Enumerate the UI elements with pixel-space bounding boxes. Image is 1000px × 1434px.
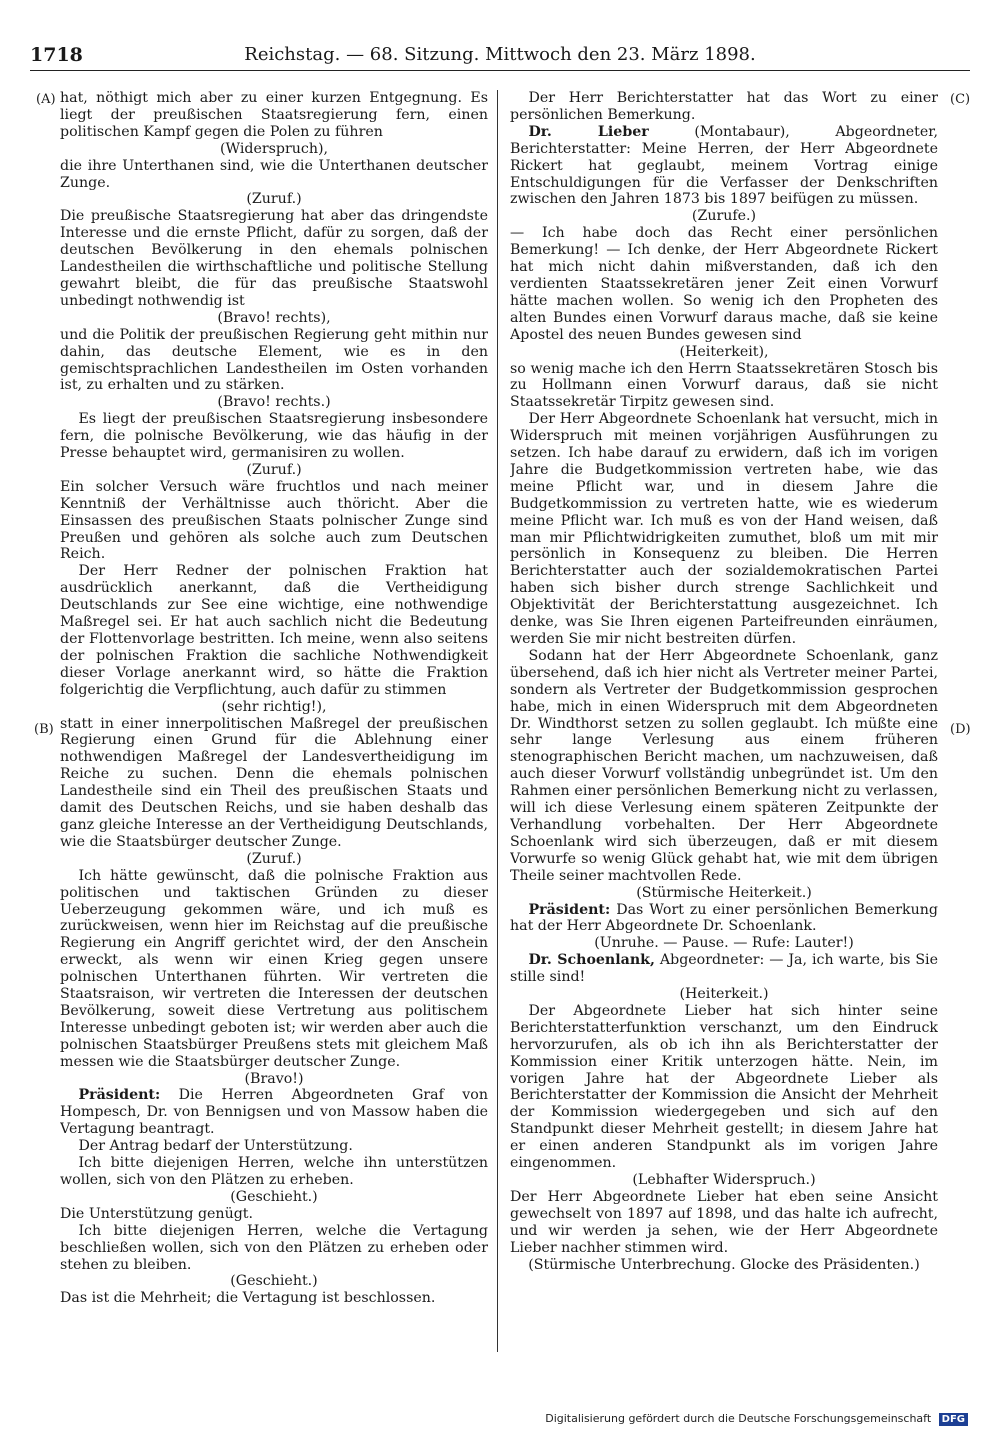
page-header — [30, 40, 970, 71]
paragraph-text: Der Herr Berichterstatter hat das Wort zu einer persönlichen Bemerkung. — [510, 90, 938, 123]
interjection — [60, 1273, 488, 1290]
paragraph-text: Das Wort zu einer persönlichen Bemerkung hat der Herr Abgeordnete Dr. Schoenlank. — [510, 901, 938, 935]
paragraph-text: (Heiterkeit.) — [679, 986, 769, 1003]
interjection — [510, 344, 938, 361]
interjection — [60, 699, 488, 716]
paragraph-text: — Ich habe doch das Recht einer persönlichen Bemerkung! — Ich denke, der Herr Abgeordnete Rickert hat mich nicht dahin mißverstanden, daß ich den verdienten Staatssekretären jener Zeit einen Vorwurf hätte machen wollen. So wenig ich den Propheten des alten Bundes einen Vorwurf daraus mache, daß sie keine Apostel des neuen Bundes gewesen sind — [510, 225, 938, 343]
right-text-column — [510, 90, 938, 1360]
paragraph — [60, 563, 488, 698]
paragraph — [510, 1003, 938, 1172]
paragraph-text: (Bravo! rechts), — [217, 309, 331, 326]
paragraph-text: (Heiterkeit), — [679, 343, 769, 360]
paragraph-text: (Stürmische Unterbrechung. Glocke des Präsidenten.) — [528, 1256, 920, 1273]
paragraph-text: Ein solcher Versuch wäre fruchtlos und nach meiner Kenntniß der Verhältnisse auch thöricht. Aber die Einsassen des preußischen Staats polnischer Zunge sind Preußen und gehören als solche auch zum Deutschen Reich. — [60, 478, 488, 563]
interjection — [510, 1257, 938, 1274]
paragraph-text: Das ist die Mehrheit; die Vertagung ist beschlossen. — [60, 1290, 436, 1307]
paragraph — [60, 479, 488, 564]
paragraph-text: Der Abgeordnete Lieber hat sich hinter seine Berichterstatterfunktion verschanzt, um den Eindruck hervorzurufen, als ob ich ihn als Berichterstatter der Kommission einer Kritik unterzogen hätte. Nein, im vorigen Jahre hat der Abgeordnete Lieber als Berichterstatter der Kommission die Ansicht der Mehrheit der Kommission wiedergegeben und sich auf den Standpunkt dieser Mehrheit gestellt; in diesem Jahre hat er einen anderen Standpunkt als im vorigen Jahre eingenommen. — [510, 1002, 938, 1172]
paragraph — [510, 411, 938, 648]
paragraph-text: und die Politik der preußischen Regierung geht mithin nur dahin, das deutsche Element, wie es in den gemischtsprachlichen Landestheilen im Osten vorhanden ist, zu erhalten und zu stärken. — [60, 326, 488, 394]
paragraph-text: so wenig mache ich den Herrn Staatssekretären Stosch bis zu Hollmann einen Vorwurf daraus, daß sie nicht Staatssekretär Tirpitz gewesen sind. — [510, 360, 938, 411]
paragraph-text: Ich bitte diejenigen Herren, welche ihn unterstützen wollen, sich von den Plätzen zu erheben. — [60, 1155, 488, 1188]
paragraph-text: Abgeordneter: — Ja, ich warte, bis Sie stille sind! — [510, 952, 938, 986]
paragraph — [510, 952, 938, 986]
paragraph-text: Der Herr Abgeordnete Schoenlank hat versucht, mich in Widerspruch mit meinen vorjährigen Ausführungen zu setzen. Ich habe darauf zu erwidern, daß ich im vorigen Jahre die Budgetkommission vertreten habe, wie das meine Pflicht war, und in diesem Jahre die Budgetkommission zu vertreten hatte, wie es wiederum meine Pflicht war. Ich muß es von der Hand weisen, daß man mir Pflichtwidrigkeiten zumuthet, bloß um mit mir persönlich in Konsequenz zu bleiben. Die Herren Berichterstatter auch der sozialdemokratischen Partei haben sich bisher durch strenge Sachlichkeit und Objektivität der Berichterstattung ausgezeichnet. Ich denke, was Sie Ihren eigenen Parteifreunden einräumen, werden Sie mir nicht bestreiten dürfen. — [510, 411, 938, 647]
paragraph-text: Die Herren Abgeordneten Graf von Hompesch, Dr. von Bennigsen und von Massow haben die Vertagung beantragt. — [60, 1087, 488, 1138]
interjection — [60, 394, 488, 411]
paragraph-text: die ihre Unterthanen sind, wie die Unterthanen deutscher Zunge. — [60, 157, 488, 191]
paragraph-text: (Zuruf.) — [246, 191, 302, 208]
interjection — [60, 851, 488, 868]
paragraph-text: (Bravo! rechts.) — [217, 394, 331, 411]
interjection — [60, 141, 488, 158]
speaker-name: Dr. Lieber — [528, 123, 649, 140]
paragraph — [510, 902, 938, 936]
paragraph-text: Es liegt der preußischen Staatsregierung insbesondere fern, die polnische Bevölkerung, wie das häufig in der Presse behauptet wird, germanisiren zu wollen. — [60, 411, 488, 462]
interjection — [510, 1172, 938, 1189]
paragraph-text: Sodann hat der Herr Abgeordnete Schoenlank, ganz übersehend, daß ich hier nicht als Vertreter meiner Partei, sondern als Vertreter der Budgetkommission gesprochen habe, mich in einen Widerspruch mit dem Abgeordneten Dr. Windthorst setzen zu sollen geglaubt. Ich müßte eine sehr lange Verlesung aus einem früheren stenographischen Bericht machen, um nachzuweisen, daß auch dieser Vorwurf vollständig unbegründet ist. Um den Rahmen einer persönlichen Bemerkung nicht zu verlassen, will ich diese Verlesung einem späteren Zeitpunkte der Verhandlung vorbehalten. Der Herr Abgeordnete Schoenlank wird sich überzeugen, daß er mit diesem Vorwurfe so wenig Glück gehabt hat, wie mit dem übrigen Theile seiner machtvollen Rede. — [510, 647, 938, 884]
margin-mark-d: (D) — [950, 722, 971, 737]
interjection — [510, 885, 938, 902]
paragraph-text: Die preußische Staatsregierung hat aber das dringendste Interesse und die ernste Pflicht, dafür zu sorgen, daß der deutschen Bevölkerung in den ehemals polnischen Landestheilen die wirthschaftliche und politische Stellung gewahrt bleibt, die für das preußische Staatswohl unbedingt nothwendig ist — [60, 208, 488, 309]
paragraph-text: Die Unterstützung genügt. — [60, 1205, 253, 1222]
paragraph — [60, 411, 488, 462]
paragraph-text: Der Herr Abgeordnete Lieber hat eben seine Ansicht gewechselt von 1897 auf 1898, und das halte ich aufrecht, und wir werden ja sehen, wie der Herr Abgeordnete Lieber nachher stimmen wird. — [510, 1188, 938, 1256]
dfg-logo: DFG — [939, 1413, 968, 1426]
paragraph — [510, 124, 938, 209]
interjection — [60, 1189, 488, 1206]
speaker-name: Präsident: — [528, 901, 611, 918]
paragraph-text: (sehr richtig!), — [221, 698, 327, 715]
interjection — [60, 462, 488, 479]
paragraph — [60, 716, 488, 851]
interjection — [60, 1071, 488, 1088]
page-number: 1718 — [30, 44, 83, 66]
paragraph-text: (Lebhafter Widerspruch.) — [632, 1172, 816, 1188]
interjection — [510, 986, 938, 1003]
paragraph-text: (Zuruf.) — [246, 461, 302, 478]
column-divider — [497, 90, 498, 1352]
interjection — [510, 935, 938, 952]
paragraph-text: (Zuruf.) — [246, 850, 302, 867]
speaker-name: Präsident: — [78, 1087, 161, 1104]
paragraph-text: (Geschieht.) — [230, 1273, 318, 1290]
margin-mark-c: (C) — [950, 92, 971, 107]
margin-mark-b: (B) — [34, 722, 54, 737]
paragraph-text: Der Herr Redner der polnischen Fraktion hat ausdrücklich anerkannt, daß die Vertheidigung Deutschlands zur See eine wichtige, eine nothwendige Maßregel sei. Er hat auch sachlich nicht die Bedeutung der Flottenvorlage bestritten. Ich meine, wenn also seitens der polnischen Fraktion die sachliche Nothwendigkeit dieser Vorlage anerkannt wird, so hätte die Fraktion folgerichtig die Verpflichtung, auch dafür zu stimmen — [60, 563, 488, 698]
footer-credit-text: Digitalisierung gefördert durch die Deutsche Forschungsgemeinschaft — [545, 1412, 932, 1425]
paragraph-text: (Bravo!) — [244, 1070, 304, 1087]
paragraph — [60, 1138, 488, 1155]
paragraph — [60, 90, 488, 141]
paragraph — [60, 1223, 488, 1274]
footer-credit — [545, 1412, 968, 1426]
interjection — [60, 310, 488, 327]
margin-mark-a: (A) — [36, 92, 56, 107]
paragraph-text: statt in einer innerpolitischen Maßregel der preußischen Regierung einen Grund für die Ablehnung einer nothwendigen Maßregel der Landesvertheidigung im Reiche zu suchen. Denn die ehemals polnischen Landestheile sind ein Theil des preußischen Staats und damit des Deutschen Reichs, und sie haben deshalb das ganz gleiche Interesse an der Vertheidigung Deutschlands, wie die Staatsbürger deutscher Zunge. — [60, 715, 488, 850]
paragraph — [60, 1290, 488, 1307]
paragraph — [60, 208, 488, 309]
paragraph-text: Der Antrag bedarf der Unterstützung. — [78, 1138, 353, 1155]
paragraph — [510, 1189, 938, 1257]
interjection — [60, 191, 488, 208]
paragraph — [60, 158, 488, 192]
paragraph-text: (Zurufe.) — [691, 208, 757, 225]
paragraph — [510, 361, 938, 412]
paragraph-text: (Geschieht.) — [230, 1188, 318, 1205]
paragraph-text: (Stürmische Heiterkeit.) — [636, 884, 812, 901]
paragraph — [510, 648, 938, 885]
paragraph-text: (Unruhe. — Pause. — Rufe: Lauter!) — [594, 935, 854, 952]
running-head: Reichstag. — 68. Sitzung. Mittwoch den 23. März 1898. — [244, 44, 756, 65]
paragraph-text: (Montabaur), Abgeordneter, Berichterstatter: Meine Herren, der Herr Abgeordnete Rickert hat geglaubt, meinem Vortrag einige Entschuldigungen für die Verfasser der Denkschriften zwischen den Jahren 1873 bis 1897 beifügen zu müssen. — [510, 123, 938, 208]
speaker-name: Dr. Schoenlank, — [528, 952, 655, 969]
paragraph — [510, 90, 938, 124]
paragraph — [510, 225, 938, 343]
paragraph-text: (Widerspruch), — [219, 140, 329, 157]
paragraph-text: Ich hätte gewünscht, daß die polnische Fraktion aus politischen und taktischen Gründen zu dieser Ueberzeugung gekommen wäre, und ich muß es zurückweisen, wenn hier im Reichstag auf die preußische Regierung ein Angriff gerichtet wird, der den Anschein erweckt, als wenn wir einen Krieg gegen unsere polnischen Unterthanen führten. Wir vertreten die Staatsraison, wir vertreten die Interessen der deutschen Bevölkerung, soweit diese Vertretung aus politischem Interesse unbedingt geboten ist; wir werden aber auch die polnischen Staatsbürger Preußens stets mit gleichem Maß messen wie die Staatsbürger deutscher Zunge. — [60, 867, 488, 1070]
interjection — [510, 208, 938, 225]
paragraph — [60, 1206, 488, 1223]
paragraph — [60, 327, 488, 395]
paragraph — [60, 868, 488, 1071]
left-text-column — [60, 90, 488, 1360]
paragraph-text: hat, nöthigt mich aber zu einer kurzen Entgegnung. Es liegt der preußischen Staatsregierung fern, einen politischen Kampf gegen die Polen zu führen — [60, 90, 488, 140]
paragraph-text: Ich bitte diejenigen Herren, welche die Vertagung beschließen wollen, sich von den Plätzen zu erheben oder stehen zu bleiben. — [60, 1222, 488, 1273]
paragraph — [60, 1155, 488, 1189]
paragraph — [60, 1087, 488, 1138]
